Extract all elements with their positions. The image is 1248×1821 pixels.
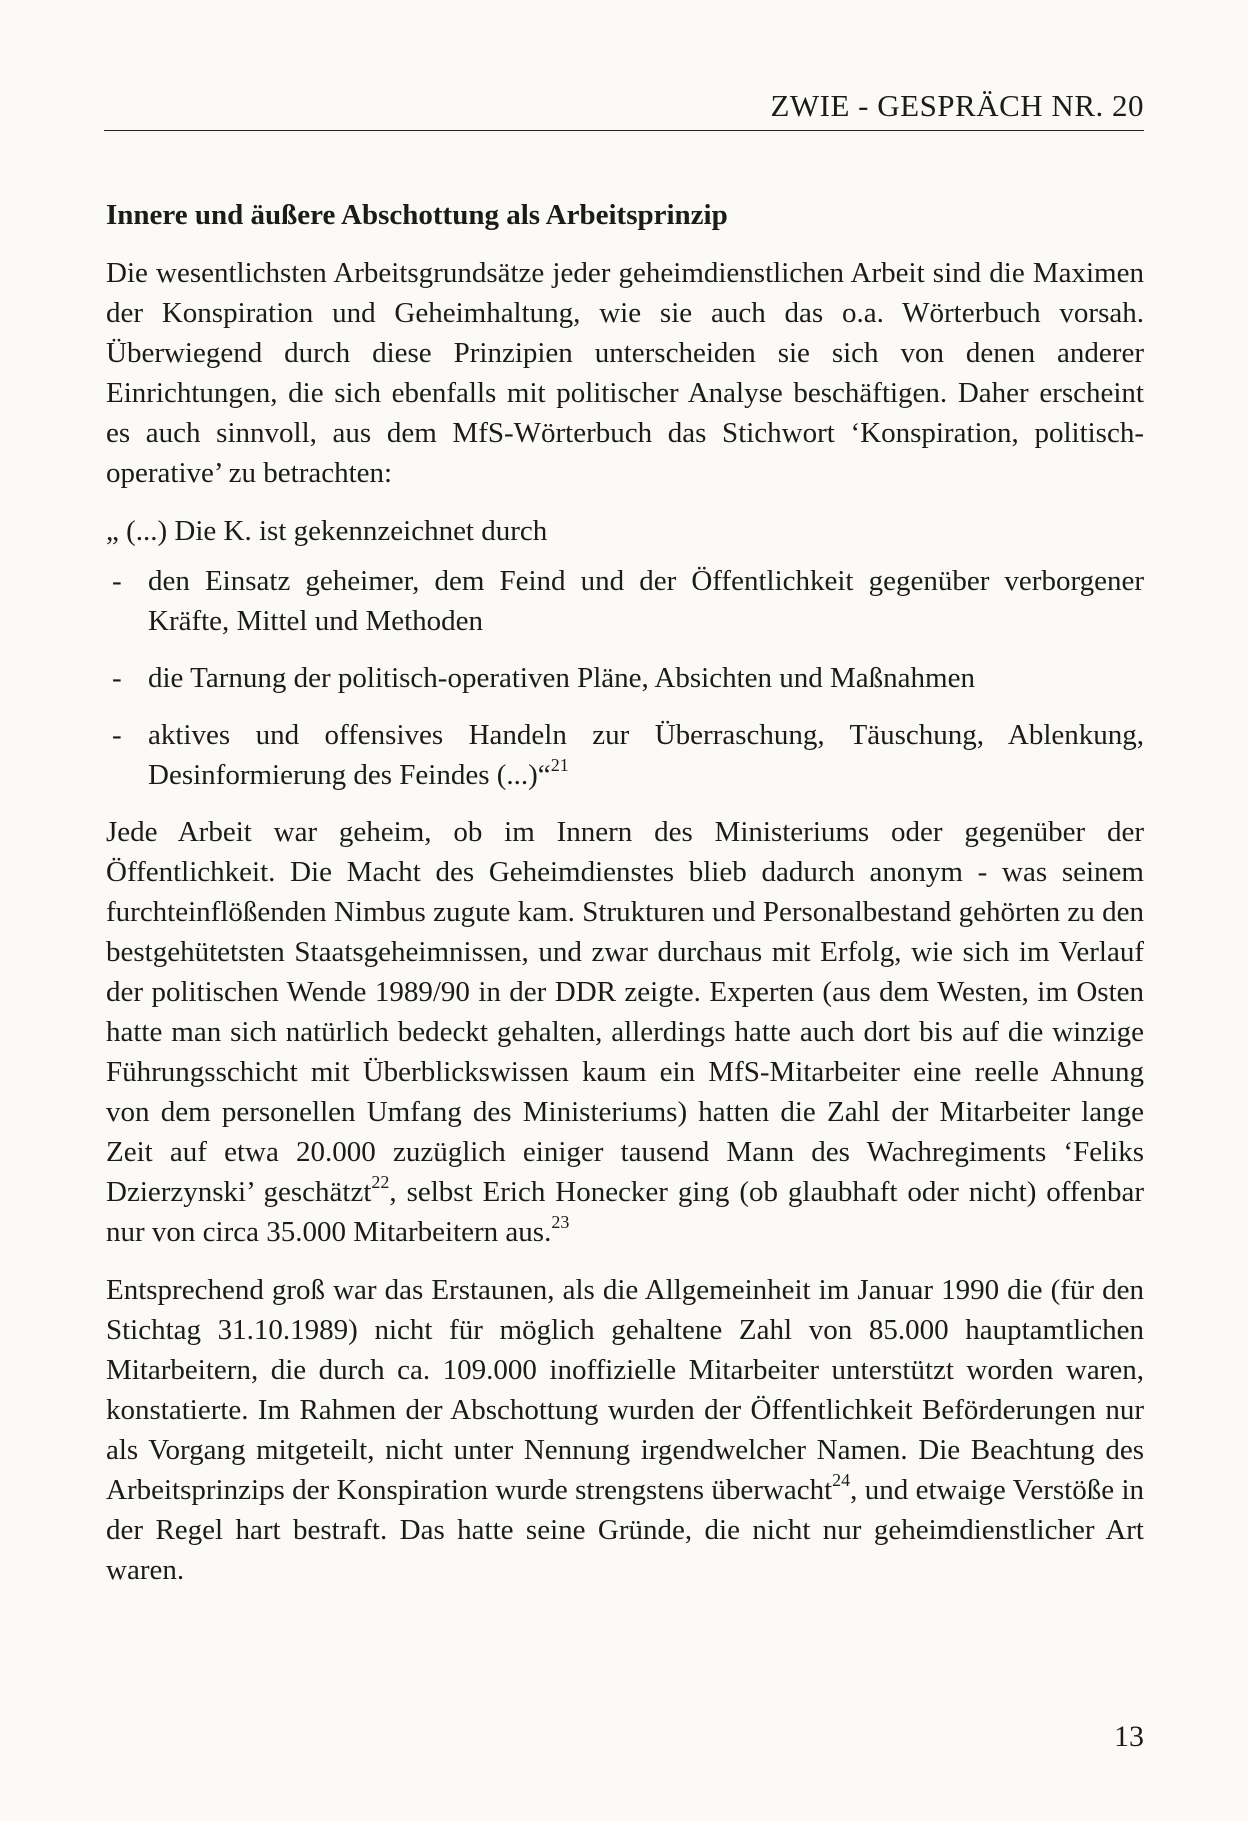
header-rule — [104, 130, 1144, 131]
footnote-ref-23: 23 — [551, 1212, 570, 1232]
footnote-ref-21: 21 — [550, 755, 569, 775]
paragraph-3 — [106, 1270, 1144, 1590]
paragraph-2-text-a: Jede Arbeit war geheim, ob im Innern des Ministeriums oder gegenüber der Öffentlichkeit. Die Macht des Geheimdienstes blieb dadurch anonym - was seinem furchteinflößenden Nimbus zugute kam. Strukturen und Personalbestand gehörten zu den bestgehütetsten Staatsgeheimnissen, und zwar durchaus mit Erfolg, wie sich im Verlauf der politischen Wende 1989/90 in der DDR zeigte. Experten (aus dem Westen, im Osten hatte man sich natürlich bedeckt gehalten, allerdings hatte auch dort bis auf die winzige Führungsschicht mit Überblickswissen kaum ein MfS-Mitarbeiter eine reelle Ahnung von dem personellen Umfang des Ministeriums) hatten die Zahl der Mitarbeiter lange Zeit auf etwa 20.000 zuzüglich einiger tausend Mann des Wachregiments ‘Feliks Dzierzynski’ geschätzt — [106, 816, 1144, 1208]
paragraph-2-text-b: , selbst Erich Honecker ging (ob glaubhaft oder nicht) offenbar nur von circa 35.000 Mitarbeitern aus. — [106, 1176, 1144, 1248]
page-number: 13 — [1114, 1720, 1144, 1753]
footnote-ref-22: 22 — [371, 1172, 390, 1192]
list-item-text: die Tarnung der politisch-operativen Pläne, Absichten und Maßnahmen — [148, 662, 975, 694]
list-item — [106, 561, 1144, 641]
section-heading: Innere und äußere Abschottung als Arbeitsprinzip — [106, 199, 728, 231]
list-dash: - — [112, 565, 122, 597]
paragraph-2 — [106, 812, 1144, 1252]
list-item-text: aktives und offensives Handeln zur Überraschung, Täuschung, Ablenkung, Desinformierung des Feindes (...)“ — [148, 719, 1144, 791]
paragraph-3-text-a: Entsprechend groß war das Erstaunen, als die Allgemeinheit im Januar 1990 die (für den Stichtag 31.10.1989) nicht für möglich gehaltene Zahl von 85.000 hauptamtlichen Mitarbeitern, die durch ca. 109.000 inoffizielle Mitarbeiter unterstützt worden waren, konstatierte. Im Rahmen der Abschottung wurden der Öffentlichkeit Beförderungen nur als Vorgang mitgeteilt, nicht unter Nennung irgendwelcher Namen. Die Beachtung des Arbeitsprinzips der Konspiration wurde strengstens überwacht — [106, 1274, 1144, 1506]
paragraph-1: Die wesentlichsten Arbeitsgrundsätze jeder geheimdienstlichen Arbeit sind die Maximen der Konspiration und Geheimhaltung, wie sie auch das o.a. Wörterbuch vorsah. Überwiegend durch diese Prinzipien unterscheiden sie sich von denen anderer Einrichtungen, die sich ebenfalls mit politischer Analyse beschäftigen. Daher erscheint es auch sinnvoll, aus dem MfS-Wörterbuch das Stichwort ‘Konspiration, politisch-operative’ zu betrachten: — [106, 257, 1144, 489]
list-dash: - — [112, 662, 122, 694]
quote-list — [106, 561, 1144, 795]
list-item — [106, 658, 1144, 698]
list-dash: - — [112, 719, 122, 751]
quote-intro: „ (...) Die K. ist gekennzeichnet durch — [106, 515, 548, 547]
running-header: ZWIE - GESPRÄCH NR. 20 — [770, 88, 1144, 123]
footnote-ref-24: 24 — [832, 1470, 851, 1490]
list-item-text: den Einsatz geheimer, dem Feind und der Öffentlichkeit gegenüber verborgener Kräfte, Mittel und Methoden — [148, 565, 1144, 637]
paragraph-3-text-b: , und etwaige Verstöße in der Regel hart bestraft. Das hatte seine Gründe, die nicht nur geheimdienstlicher Art waren. — [106, 1474, 1144, 1586]
page-content — [106, 195, 1144, 1608]
list-item — [106, 715, 1144, 795]
